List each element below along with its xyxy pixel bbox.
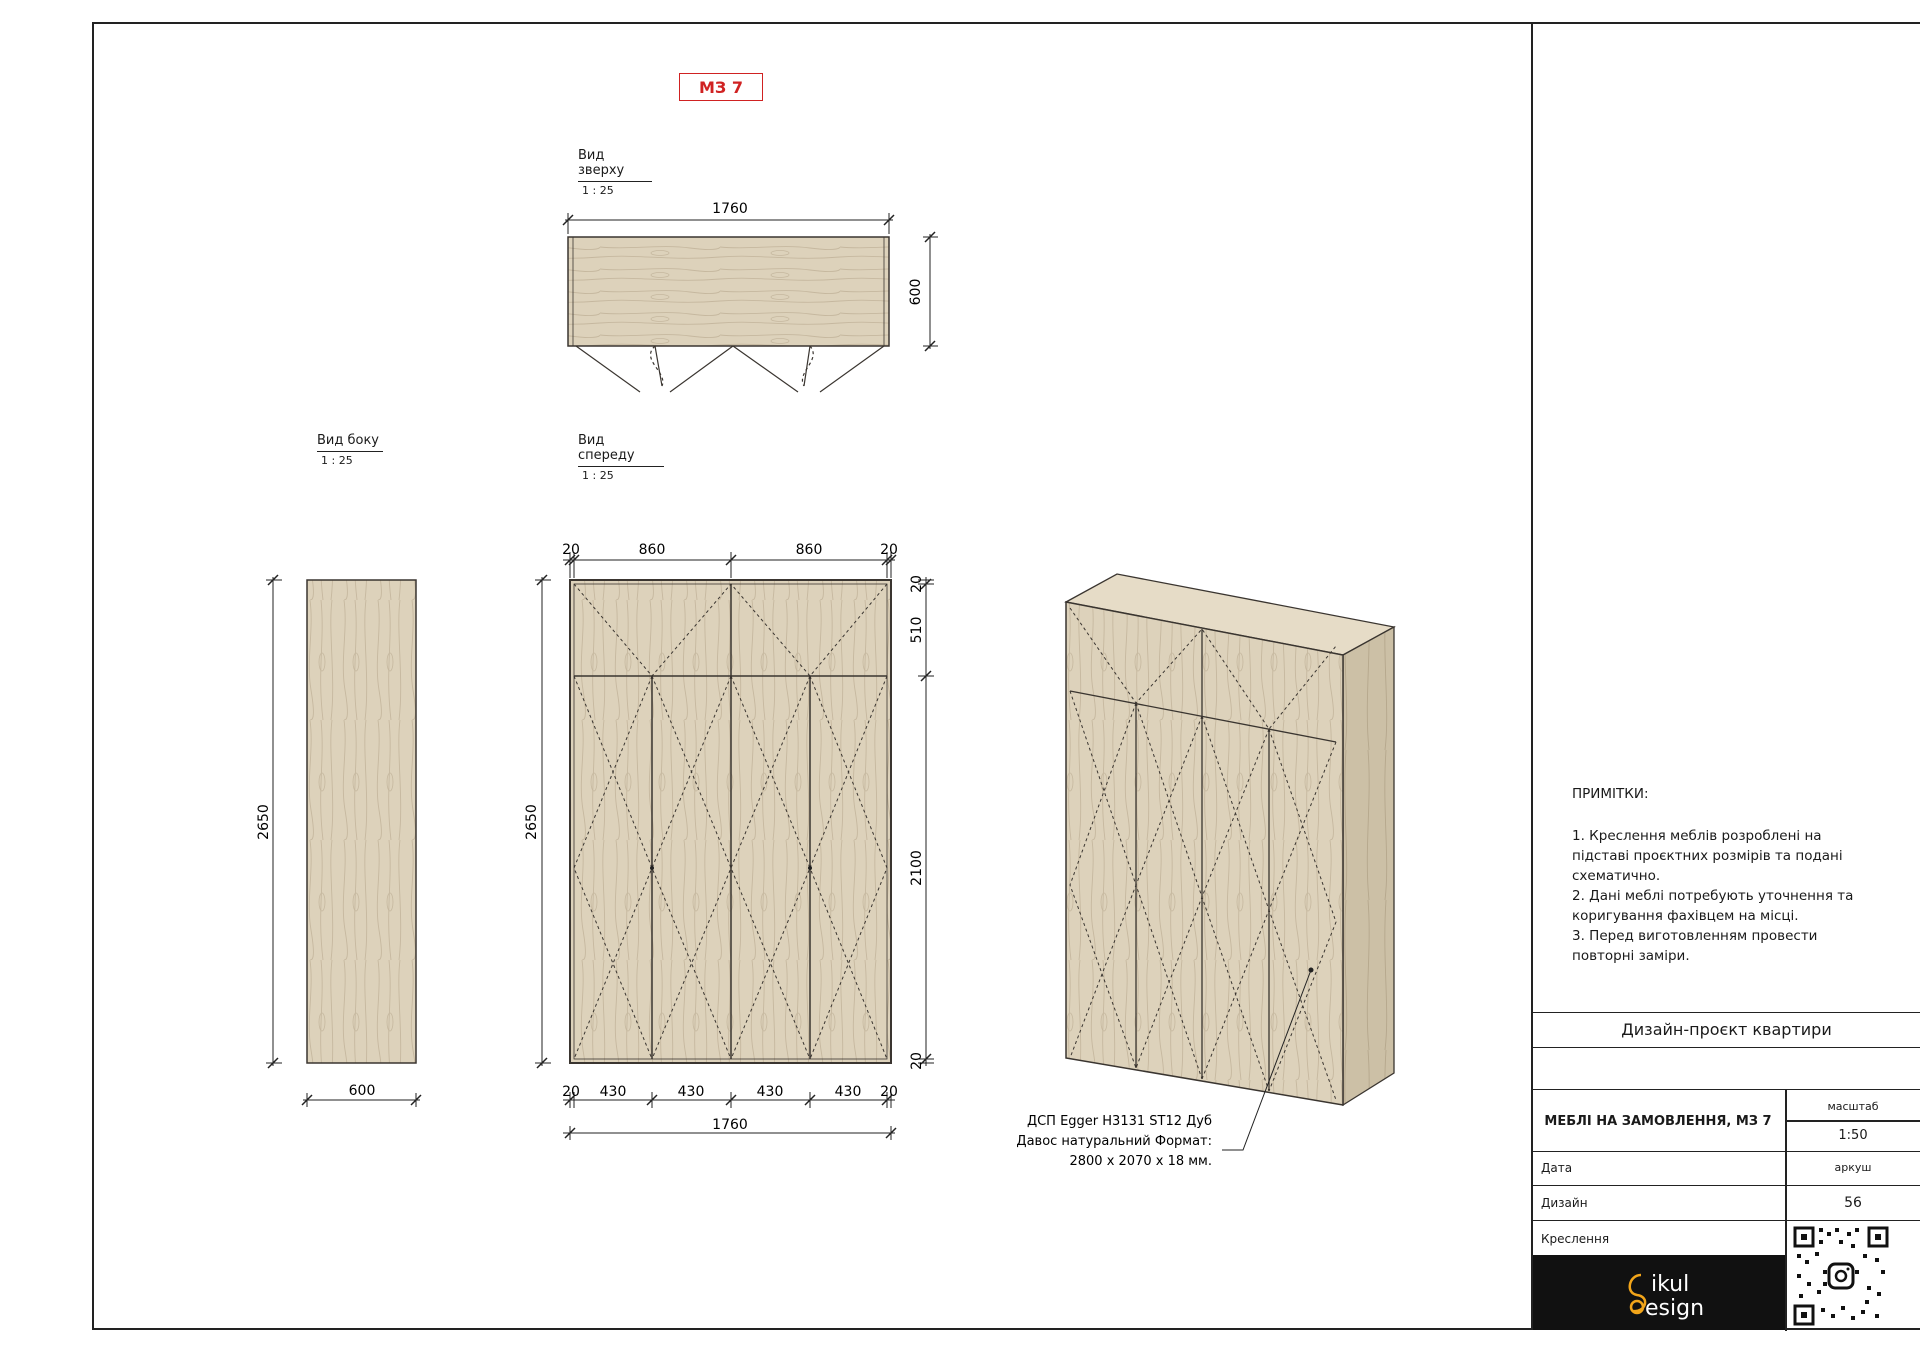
- qr-code-icon: [1793, 1226, 1889, 1326]
- side-depth-dim: 600: [348, 1083, 376, 1099]
- project-title: Дизайн-проєкт квартири: [1621, 1020, 1832, 1039]
- logo-text-bottom: esign: [1645, 1296, 1705, 1321]
- material-line-3: 2800 x 2070 x 18 мм.: [1069, 1154, 1212, 1169]
- dim-bottom-right-edge: 20: [880, 1084, 898, 1100]
- drawing-row-divider: [1785, 1221, 1787, 1331]
- scale-label: масштаб: [1827, 1100, 1879, 1113]
- date-label: Дата: [1541, 1161, 1573, 1175]
- dim-right-top: 20: [909, 575, 925, 593]
- top-view-scale: 1 : 25: [582, 184, 614, 197]
- design-label: Дизайн: [1541, 1196, 1588, 1210]
- dim-bottom-door-3: 430: [756, 1084, 784, 1100]
- drawing-label: Креслення: [1541, 1232, 1610, 1246]
- title-block-blank-row: [1533, 1047, 1920, 1089]
- material-callout: [1016, 1114, 1212, 1169]
- scale-value: 1:50: [1838, 1128, 1868, 1143]
- isometric-view-drawing: [1066, 574, 1394, 1150]
- dim-top-left-edge: 20: [562, 542, 580, 558]
- note-item: 3. Перед виготовленням провести повторні заміри.: [1572, 928, 1818, 964]
- material-line-1: ДСП Egger H3131 ST12 Дуб: [1026, 1114, 1212, 1129]
- title-block-project-row: [1533, 1012, 1920, 1047]
- dim-top-right-edge: 20: [880, 542, 898, 558]
- front-view-title: Вид спереду: [578, 433, 664, 467]
- front-bottom-dims: [562, 1084, 898, 1100]
- title-block-design-row: [1533, 1185, 1920, 1220]
- item-code-badge: МЗ 7: [679, 73, 763, 101]
- dim-bottom-door-2: 430: [677, 1084, 705, 1100]
- item-title: МЕБЛІ НА ЗАМОВЛЕННЯ, МЗ 7: [1544, 1114, 1772, 1129]
- side-view-scale: 1 : 25: [321, 454, 353, 467]
- side-view-drawing: [266, 575, 421, 1107]
- dim-top-left-door: 860: [638, 542, 666, 558]
- front-view-drawing: [535, 552, 934, 1140]
- top-view-title: Вид зверху: [578, 148, 652, 182]
- dim-right-mezzanine: 510: [909, 616, 925, 644]
- front-right-dims: [909, 575, 925, 1070]
- note-item: 1. Креслення меблів розроблені на підставі проєктних розмірів та подані схематично.: [1572, 828, 1843, 884]
- note-item: 2. Дані меблі потребують уточнення та коригування фахівцем на місці.: [1572, 888, 1854, 924]
- front-height-dim: 2650: [524, 804, 540, 840]
- notes-block: [1572, 784, 1872, 966]
- brand-logo: [1533, 1255, 1785, 1330]
- dim-bottom-door-4: 430: [834, 1084, 862, 1100]
- dim-bottom-left-edge: 20: [562, 1084, 580, 1100]
- logo-mark: [1533, 1255, 1785, 1330]
- sheet-number: 56: [1844, 1195, 1862, 1211]
- front-view-scale: 1 : 25: [582, 469, 614, 482]
- title-block-date-row: [1533, 1151, 1920, 1185]
- notes-heading: ПРИМІТКИ:: [1572, 786, 1649, 802]
- dim-bottom-door-1: 430: [599, 1084, 627, 1100]
- sheet-label: аркуш: [1834, 1161, 1872, 1174]
- front-total-width-dim: 1760: [712, 1117, 748, 1133]
- logo-text-top: ikul: [1651, 1272, 1690, 1297]
- dim-right-doors: 2100: [909, 850, 925, 886]
- front-top-dims: [562, 542, 898, 558]
- scale-divider: [1786, 1120, 1920, 1122]
- dim-right-bottom: 20: [909, 1052, 925, 1070]
- side-height-dim: 2650: [256, 804, 272, 840]
- top-depth-dim: 600: [908, 278, 924, 306]
- top-width-dim: 1760: [712, 201, 748, 217]
- side-view-title: Вид боку: [317, 433, 383, 452]
- title-block-item-row: [1533, 1089, 1920, 1151]
- material-line-2: Давос натуральний Формат:: [1016, 1134, 1212, 1149]
- dim-top-right-door: 860: [795, 542, 823, 558]
- top-view-drawing: [563, 213, 938, 392]
